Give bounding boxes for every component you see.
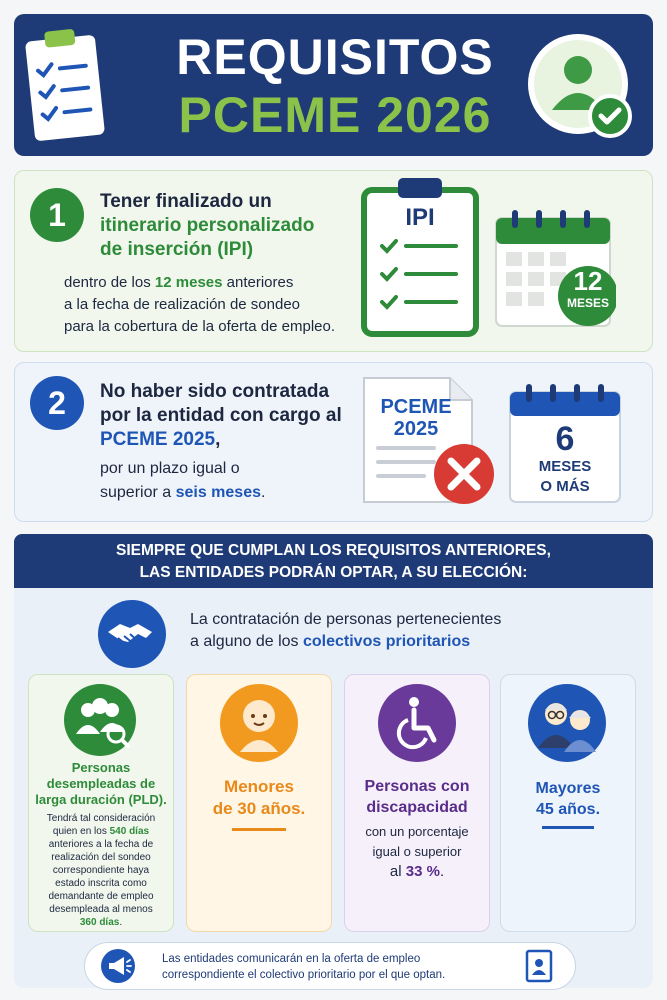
- req1-desc3: para la cobertura de la oferta de empleo.: [64, 318, 336, 335]
- calendar-12-number: 12: [573, 266, 603, 296]
- conditions-banner: [14, 534, 653, 590]
- footer-text: Las entidades comunicarán en la oferta de empleo correspondiente el colectivo prioritario por el que optan.: [162, 953, 446, 981]
- banner-line-2: LAS ENTIDADES PODRÁN OPTAR, A SU ELECCIÓN:: [139, 564, 528, 581]
- calendar-6-label1: MESES: [538, 458, 592, 475]
- handshake-icon: [96, 598, 168, 670]
- calendar-6-number: 6: [555, 420, 575, 458]
- wheelchair-icon: [376, 682, 458, 764]
- user-check-icon: [526, 30, 640, 144]
- req1-desc2: a la fecha de realización de sondeo: [64, 296, 301, 313]
- disability-title: Personas con discapacidad: [364, 778, 470, 816]
- requirement-2-number: 2: [30, 376, 84, 430]
- req2-desc2: superior a seis meses.: [100, 484, 266, 501]
- req1-line2: itinerario personalizado: [100, 215, 315, 236]
- intro-line2: a alguno de los colectivos prioritarios: [190, 633, 471, 650]
- older-people-icon: [526, 682, 608, 764]
- pld-description: Tendrá tal consideración quien en los 540 días anteriores a la fecha de realización del sondeo correspondiente haya estado inscrita como demandante de empleo desempleada al menos 360 días.: [46, 813, 156, 928]
- young-person-icon: [218, 682, 300, 764]
- id-card-icon: [524, 949, 554, 983]
- young-divider: [232, 828, 286, 831]
- requirement-1-number: 1: [30, 188, 84, 242]
- page-title-line2: PCEME 2026: [178, 87, 492, 143]
- people-search-icon: [62, 682, 138, 758]
- ipi-clipboard-label: IPI: [405, 204, 435, 231]
- older-title: Mayores 45 años.: [535, 780, 601, 818]
- calendar-6-label2: O MÁS: [540, 478, 590, 495]
- calendar-12-label: MESES: [566, 296, 609, 310]
- page-title-line1: REQUISITOS: [176, 29, 494, 85]
- document-label-1: PCEME: [380, 396, 452, 418]
- req2-desc1: por un plazo igual o: [100, 460, 240, 477]
- req2-line3: PCEME 2025,: [100, 429, 221, 450]
- intro-line1: La contratación de personas pertenecientes: [190, 611, 502, 628]
- req1-desc1: dentro de los 12 meses anteriores: [64, 274, 294, 291]
- req2-line2: por la entidad con cargo al: [100, 405, 342, 426]
- pld-title: Personas desempleadas de larga duración (PLD).: [35, 760, 167, 807]
- req1-line3: de inserción (IPI): [100, 239, 254, 260]
- req2-line1: No haber sido contratada: [100, 381, 330, 402]
- disability-description: con un porcentaje igual o superior al 33 %.: [365, 824, 469, 880]
- megaphone-icon: [100, 948, 136, 984]
- young-title: Menores de 30 años.: [212, 777, 306, 818]
- banner-line-1: SIEMPRE QUE CUMPLAN LOS REQUISITOS ANTERIORES,: [116, 542, 551, 559]
- ipi-clipboard-icon: [360, 176, 480, 338]
- req1-line1: Tener finalizado un: [100, 191, 272, 212]
- document-label-2: 2025: [393, 418, 439, 440]
- older-divider: [542, 826, 594, 829]
- clipboard-checklist-icon: [22, 24, 114, 146]
